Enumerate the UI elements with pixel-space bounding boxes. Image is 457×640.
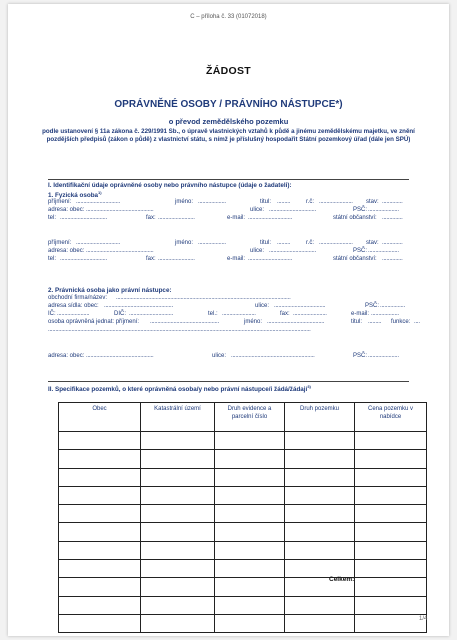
table-cell[interactable] [355, 578, 427, 596]
table-cell[interactable] [59, 560, 141, 578]
table-cell[interactable] [355, 450, 427, 468]
table-cell[interactable] [141, 614, 215, 632]
table-cell[interactable] [215, 541, 285, 559]
table-cell[interactable] [355, 432, 427, 450]
table-cell[interactable] [59, 486, 141, 504]
table-cell[interactable] [141, 541, 215, 559]
table-cell[interactable] [141, 486, 215, 504]
table-row [59, 596, 427, 614]
table-cell[interactable] [355, 468, 427, 486]
table-row [59, 614, 427, 632]
table-cell[interactable] [355, 596, 427, 614]
table-row [59, 541, 427, 559]
table-cell[interactable] [355, 541, 427, 559]
table-cell[interactable] [215, 523, 285, 541]
table-cell[interactable] [285, 486, 355, 504]
table-cell[interactable] [59, 541, 141, 559]
table-cell[interactable] [215, 578, 285, 596]
table-row [59, 578, 427, 596]
table-row [59, 560, 427, 578]
section-rule [48, 381, 409, 382]
table-cell[interactable] [141, 432, 215, 450]
parcel-table [58, 402, 427, 633]
table-cell[interactable] [59, 450, 141, 468]
table-cell[interactable] [285, 432, 355, 450]
table-cell[interactable] [59, 432, 141, 450]
legal-intro: podle ustanovení § 11a zákona č. 229/1991 Sb., o úpravě vlastnických vztahů k půdě a jinému zemědělskému majetku, ve znění pozdějších předpisů (zákon o půdě) z vlastnictví státu, s nímž je příslušný hospodařit Státní pozemkový úřad (dále jen SPÚ) [42, 128, 415, 144]
section2-title: II. Specifikace pozemků, o které oprávněná osoba/y nebo právní nástupce/i žádá/žádají$^{3)}$ [48, 384, 311, 394]
table-cell[interactable] [215, 468, 285, 486]
table-cell[interactable] [215, 486, 285, 504]
section-rule [48, 179, 409, 180]
table-cell[interactable] [141, 468, 215, 486]
table-cell[interactable] [141, 523, 215, 541]
column-header: Obec [59, 403, 141, 432]
table-cell[interactable] [215, 505, 285, 523]
table-cell[interactable] [355, 614, 427, 632]
table-header-row [59, 403, 427, 432]
table-row [59, 523, 427, 541]
column-header: Cena pozemku v nabídce [355, 403, 427, 432]
fyzicka-osoba-title: 1. Fyzická osoba$^{1)}$ [48, 190, 102, 200]
table-row [59, 432, 427, 450]
column-header: Katastrální území [141, 403, 215, 432]
pravnicka-osoba-title: 2. Právnická osoba jako právní nástupce: [48, 287, 172, 294]
document-page: C – příloha č. 33 (01072018) ŽÁDOST OPRÁVNĚNÉ OSOBY / PRÁVNÍHO NÁSTUPCE*) o převod zemědělského pozemku podle ustanovení § 11a zákona č. 229/1991 Sb., o úpravě vlastnických vztahů k půdě a jinému zemědělskému majetku, ve znění pozdějších předpisů (zákon o půdě) z vlastnictví státu, s nímž je příslušný hospodařit Státní pozemkový úřad (dále jen SPÚ) I. Identifikační údaje oprávněné osoby nebo právního nástupce (údaje o žadateli): 1. Fyzická osoba$^{1)}$ příjmení: .............................. jméno: ................... titul: ......... r.č: ....................... stav: .............. adresa: obec: .............................................. ulice: ................................ PSČ: ..................... tel: ................................ fax: ......................... e-mail: .............................. státní občanství: .............. příjmení: .............................. jméno: ................... titul: ......... r.č: ....................... stav: .............. adresa: obec: .............................................. ulice: ................................ PSČ: ..................... tel: ................................ fax: ......................... e-mail: .............................. státní občanství: .............. 2. Právnická osoba jako právní nástupce: obchodní firma/název: ....................................................................................................................... adresa sídla: obec: ............................................... ulice: ................................... PSČ: ................. IČ: ...................... DIČ: .............................. tel.: ....................... fax: ....................... e-mail: ................... osoba oprávněná jednat: příjmení: ............................................... jméno: ....................................... titul: ......... funkce: .... ................................................................................................................................................................................... adresa: obec: .............................................. ulice: ......................................................... PSČ: ..................... II. Specifikace pozemků, o které oprávněná osoba/y nebo právní nástupce/i žádá/žádají$^{3)}$ Obec Katastrální území Druh evidence a parcelní číslo Druh pozemku Cena pozemku v nabídce Celkem: 1/4 [8, 4, 449, 636]
table-cell[interactable] [285, 541, 355, 559]
table-cell[interactable] [141, 505, 215, 523]
column-header: Druh pozemku [285, 403, 355, 432]
table-cell[interactable] [285, 596, 355, 614]
table-cell[interactable] [215, 614, 285, 632]
document-subtitle: OPRÁVNĚNÉ OSOBY / PRÁVNÍHO NÁSTUPCE*) [114, 99, 343, 110]
table-cell[interactable] [141, 560, 215, 578]
column-header: Druh evidence a parcelní číslo [215, 403, 285, 432]
table-cell[interactable] [59, 505, 141, 523]
table-cell[interactable] [141, 578, 215, 596]
table-cell[interactable] [285, 523, 355, 541]
table-cell[interactable] [59, 614, 141, 632]
table-row [59, 505, 427, 523]
table-cell[interactable] [285, 468, 355, 486]
table-row [59, 450, 427, 468]
table-cell[interactable] [355, 523, 427, 541]
attachment-note: C – příloha č. 33 (01072018) [190, 14, 267, 20]
transfer-line: o převod zemědělského pozemku [168, 117, 289, 126]
table-cell[interactable] [141, 450, 215, 468]
section1-title: I. Identifikační údaje oprávněné osoby nebo právního nástupce (údaje o žadateli): [48, 182, 292, 189]
table-cell[interactable] [59, 523, 141, 541]
table-cell[interactable] [59, 468, 141, 486]
table-cell[interactable] [59, 578, 141, 596]
table-row [59, 486, 427, 504]
table-cell[interactable] [141, 596, 215, 614]
table-cell[interactable] [355, 486, 427, 504]
table-cell[interactable] [285, 450, 355, 468]
table-cell[interactable] [215, 560, 285, 578]
total-label: Celkem: [329, 576, 355, 583]
table-cell[interactable] [215, 450, 285, 468]
page-number: 1/4 [419, 616, 428, 622]
table-row [59, 468, 427, 486]
document-title: ŽÁDOST [206, 65, 251, 77]
table-cell[interactable] [215, 596, 285, 614]
table-cell[interactable] [355, 505, 427, 523]
table-cell[interactable] [59, 596, 141, 614]
table-cell[interactable] [285, 614, 355, 632]
table-cell[interactable] [355, 560, 427, 578]
table-cell[interactable] [285, 505, 355, 523]
table-cell[interactable] [215, 432, 285, 450]
